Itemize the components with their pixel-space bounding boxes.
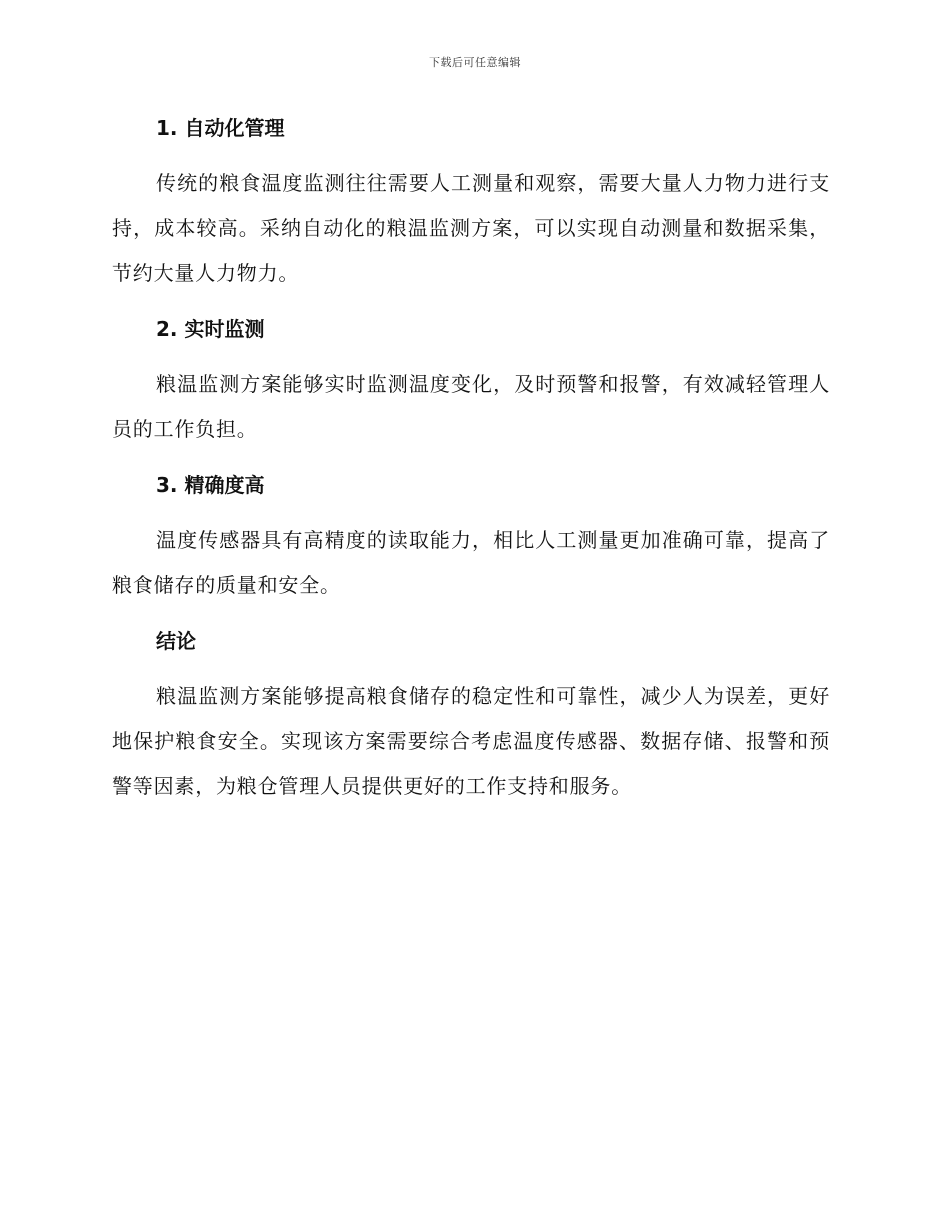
section-heading-realtime: 2. 实时监测 [156, 317, 265, 341]
section-paragraph-precision: 温度传感器具有高精度的读取能力，相比人工测量更加准确可靠，提高了粮食储存的质量和安全。 [112, 528, 830, 597]
section-paragraph-realtime: 粮温监测方案能够实时监测温度变化，及时预警和报警，有效减轻管理人员的工作负担。 [112, 372, 830, 441]
section-heading-precision: 3. 精确度高 [156, 473, 265, 497]
document-body [112, 108, 830, 809]
page-header: 下载后可任意编辑 [429, 56, 521, 69]
section-paragraph-automation: 传统的粮食温度监测往往需要人工测量和观察，需要大量人力物力进行支持，成本较高。采纳自动化的粮温监测方案，可以实现自动测量和数据采集，节约大量人力物力。 [112, 171, 830, 285]
section-heading-automation: 1. 自动化管理 [156, 116, 285, 140]
section-heading-conclusion: 结论 [156, 629, 196, 653]
section-paragraph-conclusion: 粮温监测方案能够提高粮食储存的稳定性和可靠性，减少人为误差，更好地保护粮食安全。实现该方案需要综合考虑温度传感器、数据存储、报警和预警等因素，为粮仓管理人员提供更好的工作支持和服务。 [112, 684, 830, 798]
